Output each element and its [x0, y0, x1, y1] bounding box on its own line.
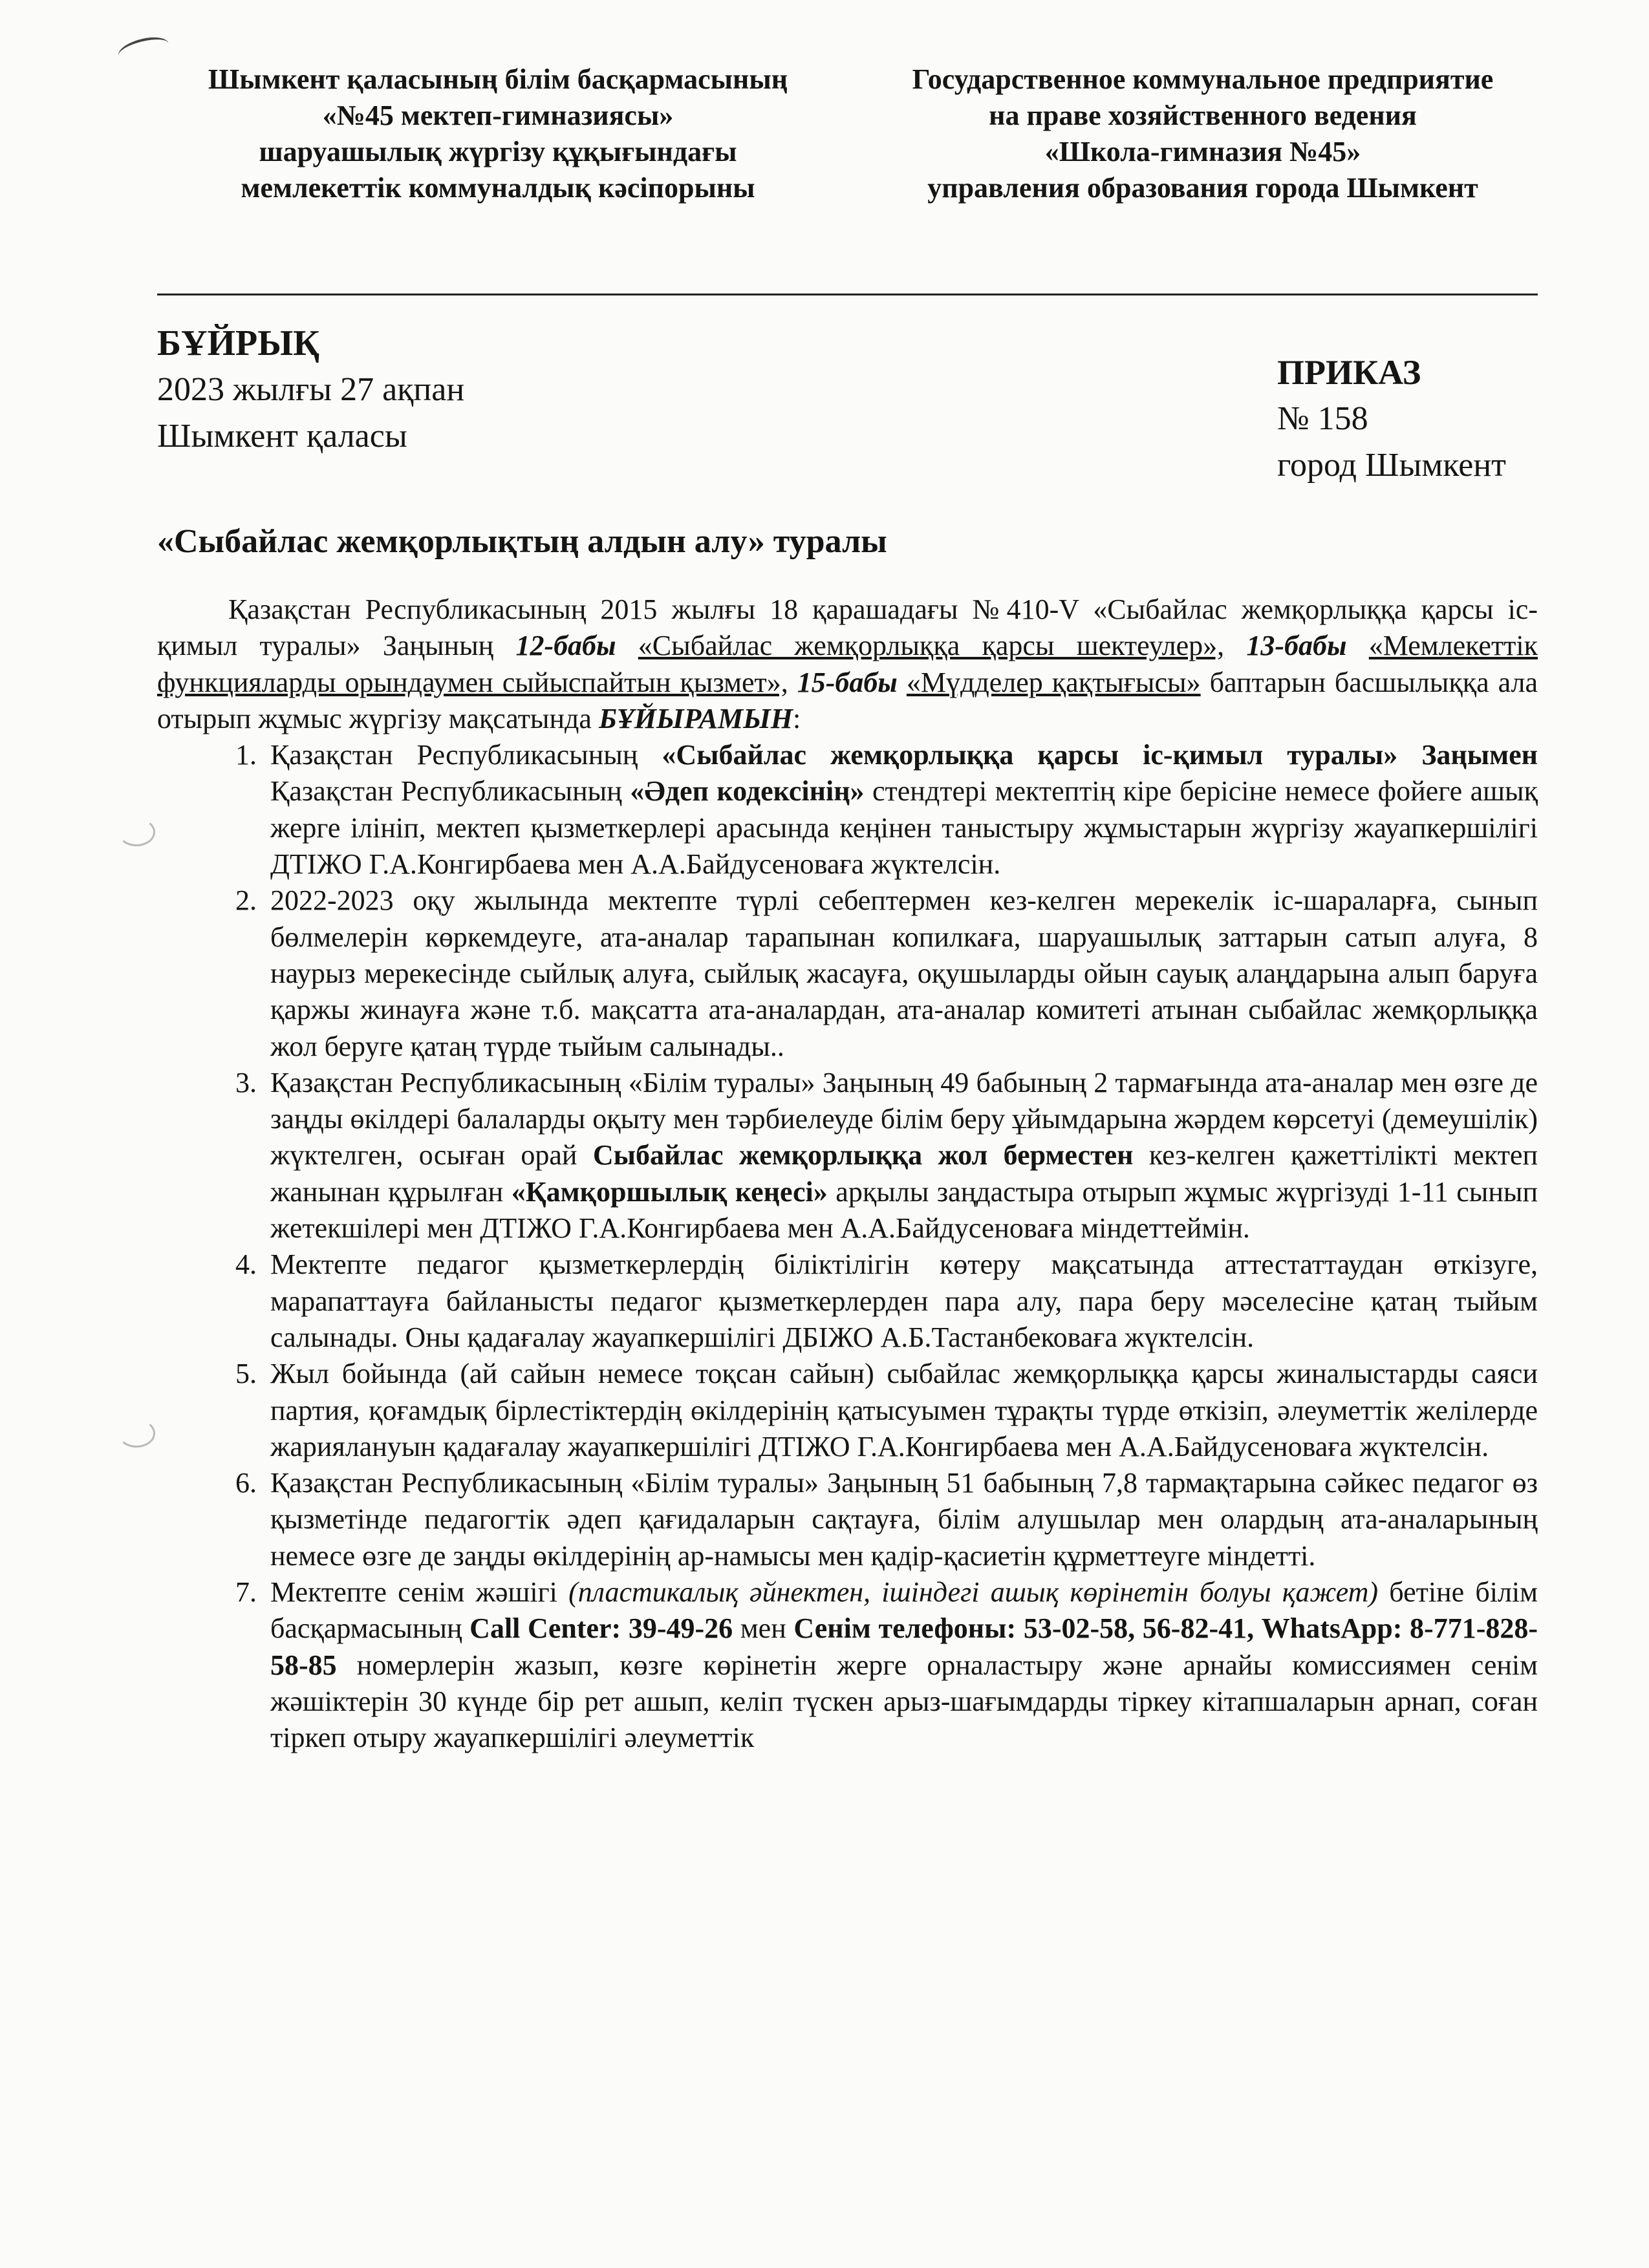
item-text: кез-келген қажеттілікті мектеп жанынан құрылған [270, 1139, 1538, 1208]
punctuation: : [793, 702, 801, 734]
header-russian [847, 61, 1558, 206]
item-text-bold: Сыбайлас жемқорлыққа жол берместен [592, 1139, 1134, 1171]
item-text: Қазақстан Республикасының «Білім туралы» Заңының 49 бабының 2 тармағында ата-аналар мен өзге де заңды өкілдері балаларды оқыту мен тәрбиелеуде білім беру ұйымдарына жәрдем көрсетуі (демеушілік) жүктелген, осыған орай [270, 1066, 1538, 1171]
article-ref: 15-бабы [797, 666, 898, 698]
item-text-bold: «Сыбайлас жемқорлыққа қарсы іс-қимыл туралы» Заңымен [662, 739, 1538, 771]
preamble-text: баптарын басшылыққа ала отырып жұмыс жүргізу мақсатында [157, 666, 1538, 734]
header-right-line: «Школа-гимназия №45» [1044, 136, 1361, 167]
article-ref: 12-бабы [515, 630, 616, 662]
header-left-line: шаруашылық жүргізу құқығындағы [259, 136, 737, 167]
order-date: 2023 жылғы 27 ақпан [157, 371, 465, 408]
article-title: «Мүдделер қақтығысы» [906, 666, 1201, 698]
order-title-kazakh: БҰЙРЫҚ [157, 323, 319, 363]
space [616, 630, 638, 661]
item-text-bold: Сенім телефоны: 53-02-58, 56-82-41, WhatsApp: 8-771-828-58-85 [270, 1612, 1538, 1681]
space [788, 667, 797, 698]
order-subject: «Сыбайлас жемқорлықтың алдын алу» туралы [157, 523, 887, 560]
header-divider [157, 294, 1538, 295]
item-text: Қазақстан Республикасының «Білім туралы» Заңының 51 бабының 7,8 тармақтарына сәйкес педагог өз қызметінде педагогтік әдеп қағидаларын сақтауға, білім алушылар мен олардың ата-аналарының немесе өзге де заңды өкілдерінің ар-намысы мен қадір-қасиетін құрметтеуге міндетті. [270, 1467, 1538, 1572]
article-title: «Мемлекеттік функцияларды орындаумен сыйыспайтын қызмет», [157, 630, 1538, 698]
item-text-bold: «Әдеп кодексінің» [630, 775, 865, 808]
item-text: Жыл бойында (ай сайын немесе тоқсан сайын) сыбайлас жемқорлыққа қарсы жиналыстарды саяси партия, қоғамдық бірлестіктердің өкілдерінің қатысуымен тұрақты түрде өткізіп, әлеуметтік желілерде жариялануын қадағалау жауапкершілігі ДТІЖО Г.А.Конгирбаева мен А.А.Байдусеноваға жүктелсін. [270, 1358, 1538, 1462]
item-text: арқылы заңдастыра отырып жұмыс жүргізуді 1-11 сынып жетекшілері мен ДТІЖО Г.А.Конгирбаева мен А.А.Байдусеноваға міндеттеймін. [270, 1175, 1538, 1245]
article-title: «Сыбайлас жемқорлыққа қарсы шектеулер», [638, 630, 1225, 662]
item-text: бетіне білім басқармасының [270, 1576, 1538, 1645]
article-ref: 13-бабы [1246, 630, 1347, 662]
space [898, 667, 907, 698]
header-left-line: мемлекеттік коммуналдық кәсіпорыны [241, 172, 755, 204]
order-item [264, 1574, 1538, 1756]
document-body [157, 592, 1538, 1757]
item-text: Мектепте педагог қызметкерлердің біліктілігін көтеру мақсатында аттестаттаудан өткізуге, марапаттауға байланысты педагог қызметкерлерден пара алу, пара беру мәселесіне қатаң тыйым салынады. Оны қадағалау жауапкершілігі ДБІЖО А.Б.Тастанбековаға жүктелсін. [270, 1248, 1538, 1353]
punch-hole-mark [118, 1419, 155, 1448]
punch-hole-mark [118, 818, 155, 846]
space [1224, 630, 1246, 661]
item-text: Қазақстан Республикасының [270, 739, 662, 771]
item-text-bold: «Қамқоршылық кеңесі» [511, 1175, 828, 1208]
item-text: мен [733, 1612, 794, 1645]
order-title-russian: ПРИКАЗ [1277, 353, 1421, 392]
item-text: Қазақстан Республикасының [270, 775, 630, 808]
header-right-line: Государственное коммунальное предприятие [912, 63, 1494, 95]
order-item [264, 883, 1538, 1064]
item-text-italic: (пластикалық әйнектен, ішіндегі ашық көрінетін болуы қажет) [568, 1576, 1379, 1609]
order-city-kazakh: Шымкент қаласы [157, 418, 407, 455]
order-item [264, 1465, 1538, 1574]
order-item [264, 1065, 1538, 1246]
item-text: стендтері мектептің кіре берісіне немесе фойеге ашық жерге ілініп, мектеп қызметкерлері арасында кеңінен таныстыру жұмыстарын жүргізу жауапкершілігі ДТІЖО Г.А.Конгирбаева мен А.А.Байдусеноваға жүктелсін. [270, 775, 1538, 881]
preamble-text: Қазақстан Республикасының 2015 жылғы 18 қарашадағы №410-V «Сыбайлас жемқорлыққа қарсы іс-қимыл туралы» Заңының [157, 594, 1538, 662]
order-item [264, 1356, 1538, 1465]
order-meta-russian [1277, 349, 1506, 489]
order-number: № 158 [1277, 400, 1368, 437]
order-item [264, 737, 1538, 883]
order-item [264, 1246, 1538, 1356]
item-text: номерлерін жазып, көзге көрінетін жерге орналастыру және арнайы комиссиямен сенім жәшіктерін 30 күнде бір рет ашып, келіп түскен арыз-шағымдарды тіркеу кітапшаларын арнап, соған тіркеп отыру жауапкершілігі әлеуметтік [270, 1649, 1538, 1754]
preamble-paragraph [157, 592, 1538, 737]
item-text: Мектепте сенім жәшігі [270, 1576, 569, 1609]
order-meta-kazakh [157, 320, 464, 460]
header-left-line: Шымкент қаласының білім басқармасының [208, 63, 788, 95]
header-left-line: «№45 мектеп-гимназиясы» [322, 100, 674, 131]
order-keyword: БҰЙЫРАМЫН [598, 702, 793, 734]
item-text: 2022-2023 оқу жылында мектепте түрлі себептермен кез-келген мерекелік іс-шараларға, сынып бөлмелерін көркемдеуге, ата-аналар тарапынан копилкаға, шаруашылық заттарын сатып алуға, 8 наурыз мерекесінде сыйлық алуға, сыйлық жасауға, оқушыларды ойын сауық алаңдарына алып баруға қаржы жинауға және т.б. мақсатта ата-аналардан, ата-аналар комитеті атынан сыбайлас жемқорлыққа жол беруге қатаң түрде тыйым салынады.. [270, 884, 1538, 1062]
header-right-line: на праве хозяйственного ведения [989, 100, 1417, 131]
item-text-bold: Call Center: 39-49-26 [469, 1612, 733, 1645]
header-right-line: управления образования города Шымкент [927, 172, 1478, 204]
order-items-list [157, 737, 1538, 1756]
space [1346, 630, 1368, 661]
header-kazakh [155, 61, 841, 206]
order-city-russian: город Шымкент [1277, 447, 1506, 484]
